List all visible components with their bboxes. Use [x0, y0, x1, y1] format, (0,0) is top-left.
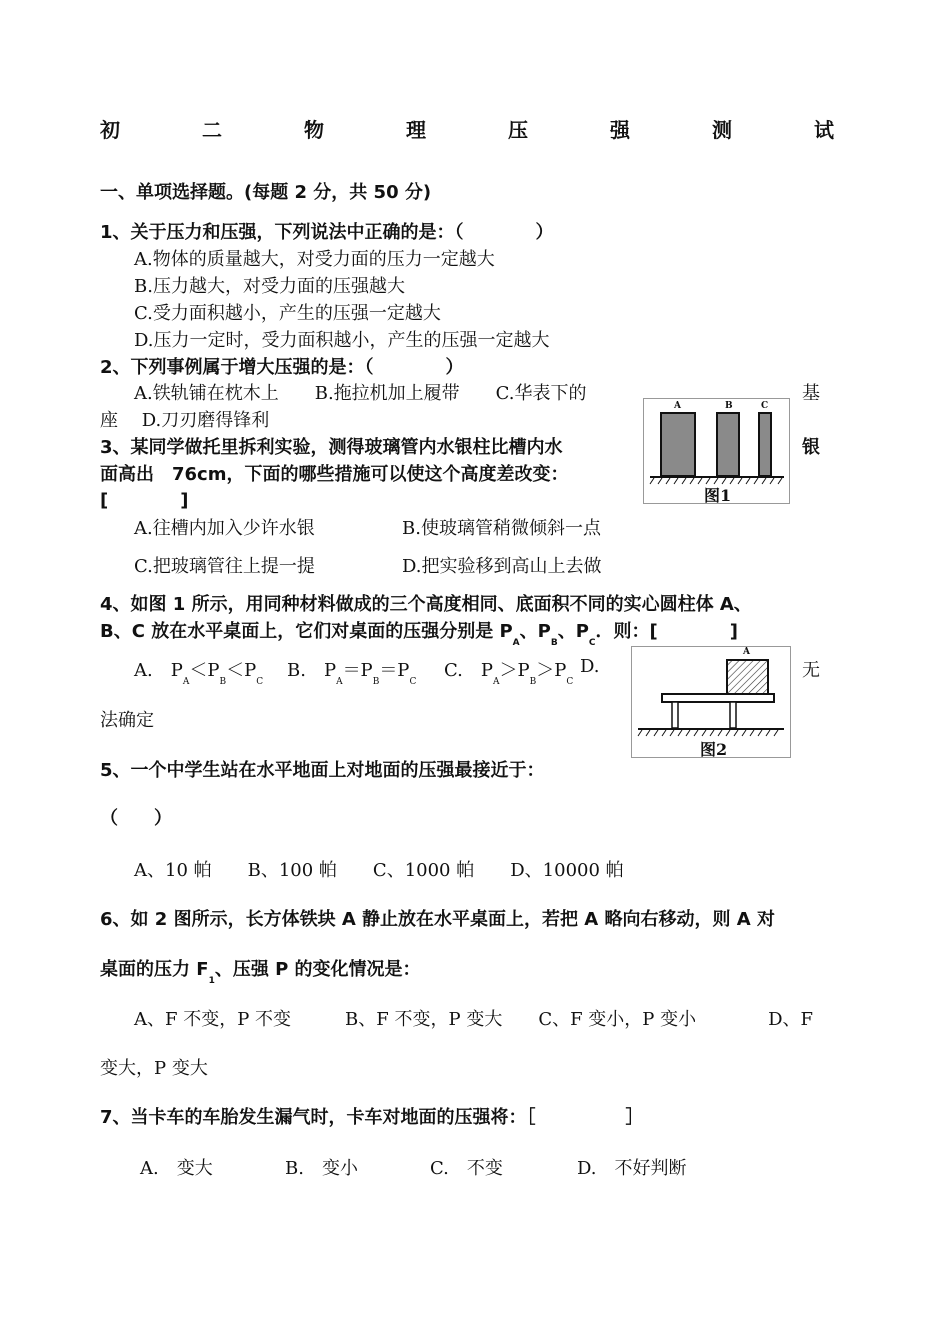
q4-line2: B、C 放在水平桌面上，它们对桌面的压强分别是 $P_A$、$P_B$、$P_C$．则：[ ] — [100, 621, 738, 648]
figure-1-col-a: A — [674, 401, 681, 411]
q4-option-c: C. $P_A>P_B>P_C$ — [444, 660, 574, 687]
figure-2-label: 图2 — [700, 740, 728, 759]
q6-options-cont: 变大，P 变大 — [100, 1058, 208, 1079]
q7-option-d: D. 不好判断 — [577, 1158, 687, 1179]
q5-bracket: （ ） — [100, 808, 172, 829]
q4-option-b: B. $P_A=P_B=P_C$ — [287, 660, 417, 687]
q2-options: A.铁轨铺在枕木上 B.拖拉机加上履带 C.华表下的 — [134, 383, 587, 404]
q3-option-d: D.把实验移到高山上去做 — [402, 556, 602, 577]
q6-line2: 桌面的压力 $F_1$、压强 P 的变化情况是： — [100, 959, 421, 986]
figure-1 — [643, 398, 790, 504]
q7-option-c: C. 不变 — [430, 1158, 503, 1179]
q3-line1-tail: 银 — [802, 437, 820, 458]
q7-option-b: B. 变小 — [285, 1158, 358, 1179]
q6-line1: 6、如 2 图所示，长方体铁块 A 静止放在水平桌面上，若把 A 略向右移动，则 A 对 — [100, 909, 775, 930]
q4-option-d-cont: 法确定 — [100, 710, 154, 731]
q7-stem: 7、当卡车的车胎发生漏气时，卡车对地面的压强将：［ ］ — [100, 1107, 644, 1128]
figure-2-block-label: A — [743, 647, 750, 657]
q7-option-a: A. 变大 — [140, 1158, 213, 1179]
title-char: 强 — [610, 118, 630, 142]
figure-1-label: 图1 — [704, 486, 732, 505]
q1-option-a: A.物体的质量越大，对受力面的压力一定越大 — [134, 249, 495, 270]
q2-options-cont: 座 D.刀刃磨得锋利 — [100, 410, 270, 431]
title-char: 初 — [100, 118, 120, 142]
figure-1-col-b: B — [725, 401, 733, 411]
q3-line1: 3、某同学做托里拆利实验，测得玻璃管内水银柱比槽内水 — [100, 437, 563, 458]
title-char: 压 — [508, 118, 528, 142]
q3-option-b: B.使玻璃管稍微倾斜一点 — [402, 518, 601, 539]
q5-options: A、10 帕 B、100 帕 C、1000 帕 D、10000 帕 — [134, 860, 624, 881]
q4-option-d: D. — [580, 656, 600, 677]
q2-stem: 2、下列事例属于增大压强的是：（ ） — [100, 357, 464, 378]
q3-line2: 面高出 76cm，下面的哪些措施可以使这个高度差改变： — [100, 464, 569, 485]
q4-option-d-tail: 无 — [802, 660, 820, 681]
q3-option-a: A.往槽内加入少许水银 — [134, 518, 315, 539]
q1-option-b: B.压力越大，对受力面的压强越大 — [134, 276, 405, 297]
q3-bracket: [ ] — [100, 490, 189, 511]
q5-stem: 5、一个中学生站在水平地面上对地面的压强最接近于： — [100, 760, 545, 781]
q6-options: A、F 不变，P 不变 B、F 不变，P 变大 C、F 变小，P 变小 D、F — [134, 1009, 814, 1030]
figure-2 — [631, 646, 791, 758]
title-char: 二 — [202, 118, 222, 142]
title-char: 测 — [712, 118, 732, 142]
q2-options-tail: 基 — [802, 383, 820, 404]
q1-option-d: D.压力一定时，受力面积越小，产生的压强一定越大 — [134, 330, 550, 351]
q1-option-c: C.受力面积越小，产生的压强一定越大 — [134, 303, 441, 324]
title-char: 试 — [814, 118, 834, 142]
q3-option-c: C.把玻璃管往上提一提 — [134, 556, 315, 577]
title-char: 理 — [406, 118, 426, 142]
q1-stem: 1、关于压力和压强，下列说法中正确的是：（ ） — [100, 222, 554, 243]
section-heading: 一、单项选择题。(每题 2 分，共 50 分) — [100, 182, 432, 203]
title-char: 物 — [304, 118, 324, 142]
q4-line1: 4、如图 1 所示，用同种材料做成的三个高度相同、底面积不同的实心圆柱体 A、 — [100, 594, 752, 615]
q4-option-a: A. $P_A<P_B<P_C$ — [134, 660, 264, 687]
figure-1-col-c: C — [761, 401, 769, 411]
